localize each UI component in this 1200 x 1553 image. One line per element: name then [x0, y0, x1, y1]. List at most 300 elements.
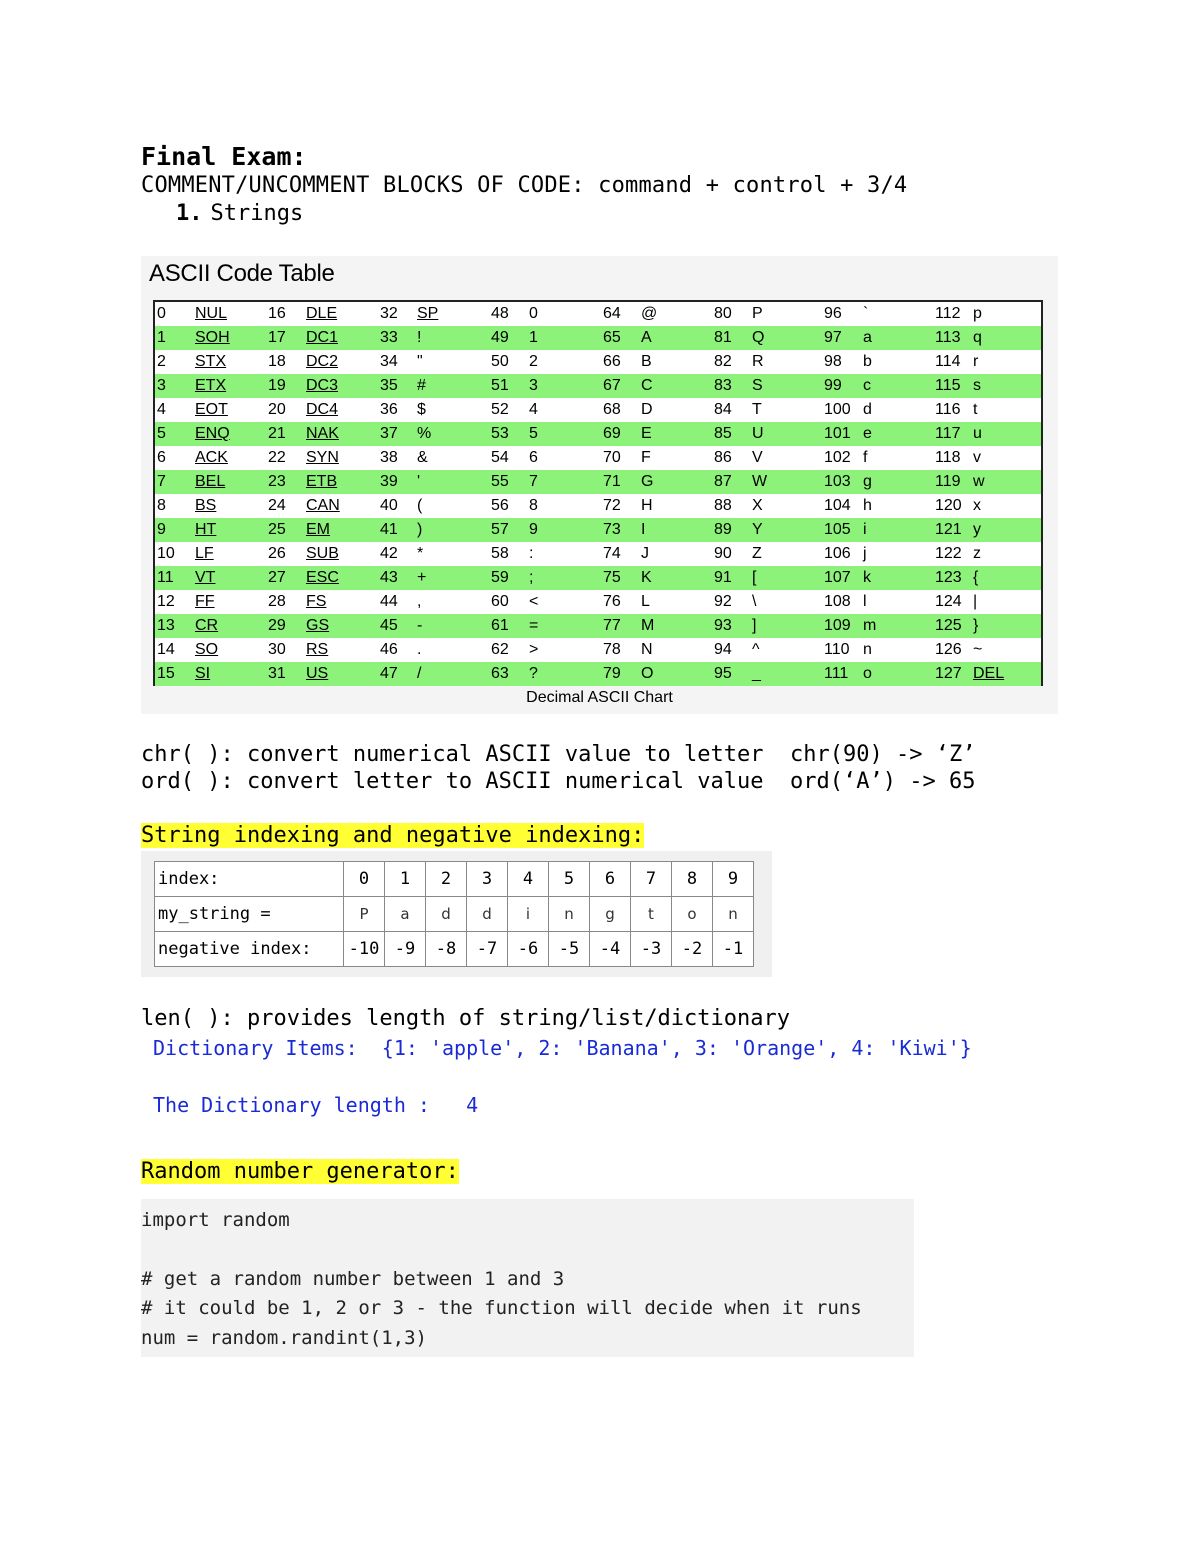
ascii-char: z — [973, 545, 981, 562]
negative-index-cell: -3 — [631, 932, 672, 967]
ascii-code: 17 — [268, 329, 286, 346]
ascii-code: 20 — [268, 401, 286, 418]
ascii-code: 7 — [157, 473, 166, 490]
ascii-code: 34 — [380, 353, 398, 370]
ascii-row — [155, 518, 1041, 542]
ascii-char: 5 — [529, 425, 538, 442]
ascii-char: + — [417, 569, 427, 586]
random-heading — [141, 1159, 459, 1184]
ascii-char: | — [973, 593, 978, 610]
negative-index-cell: -8 — [426, 932, 467, 967]
ascii-char: ~ — [973, 641, 983, 658]
ascii-char: w — [973, 473, 985, 490]
ascii-code: 60 — [491, 593, 509, 610]
ascii-char: - — [417, 617, 423, 634]
code-line: import random — [141, 1209, 290, 1231]
ascii-char: FF — [195, 593, 215, 610]
ascii-code: 91 — [714, 569, 732, 586]
ascii-code: 75 — [603, 569, 621, 586]
ascii-code: 38 — [380, 449, 398, 466]
ascii-char: a — [863, 329, 872, 346]
ascii-char: * — [417, 545, 424, 562]
ascii-code: 1 — [157, 329, 166, 346]
ascii-code: 111 — [824, 665, 849, 682]
ascii-code: 21 — [268, 425, 286, 442]
char-cell: g — [590, 897, 631, 932]
page-title: Final Exam: — [141, 142, 307, 171]
negative-index-cell: -9 — [385, 932, 426, 967]
ascii-row — [155, 470, 1041, 494]
ascii-char: ^ — [752, 641, 760, 658]
ascii-char: < — [529, 593, 539, 610]
ascii-code: 104 — [824, 497, 851, 514]
ascii-row — [155, 590, 1041, 614]
ascii-char: ACK — [195, 449, 228, 466]
ascii-char: ESC — [306, 569, 339, 586]
ascii-char: SUB — [306, 545, 339, 562]
ascii-code: 43 — [380, 569, 398, 586]
ascii-char: ? — [529, 665, 538, 682]
ascii-char: ! — [417, 329, 422, 346]
ascii-code: 50 — [491, 353, 509, 370]
ascii-code: 92 — [714, 593, 732, 610]
ascii-code: 117 — [935, 425, 961, 442]
ascii-char: % — [417, 425, 432, 442]
ascii-code: 72 — [603, 497, 621, 514]
ascii-code: 61 — [491, 617, 509, 634]
ascii-code: 10 — [157, 545, 175, 562]
ascii-code: 39 — [380, 473, 398, 490]
ascii-image-panel — [141, 256, 1058, 714]
ascii-row — [155, 302, 1041, 326]
ascii-code: 42 — [380, 545, 398, 562]
ascii-char: NUL — [195, 305, 228, 322]
ascii-char: @ — [641, 305, 658, 322]
ascii-code: 57 — [491, 521, 509, 538]
ascii-char: n — [863, 641, 872, 658]
ascii-row — [155, 446, 1041, 470]
ascii-code: 59 — [491, 569, 509, 586]
ascii-char: # — [417, 377, 426, 394]
negative-index-cell: -10 — [344, 932, 385, 967]
ascii-char: [ — [752, 569, 757, 586]
ascii-row — [155, 614, 1041, 638]
shortcut-note: COMMENT/UNCOMMENT BLOCKS OF CODE: command + control + 3/4 — [141, 173, 908, 198]
section-label: Strings — [210, 201, 304, 226]
ascii-code: 47 — [380, 665, 398, 682]
ascii-title: ASCII Code Table — [149, 260, 335, 287]
ascii-char: BEL — [195, 473, 226, 490]
ascii-char: RS — [306, 641, 329, 658]
ascii-code: 6 — [157, 449, 166, 466]
ascii-code: 97 — [824, 329, 842, 346]
dict-items-output: Dictionary Items: {1: 'apple', 2: 'Banana', 3: 'Orange', 4: 'Kiwi'} — [153, 1036, 972, 1060]
ascii-code: 93 — [714, 617, 732, 634]
ascii-code: 102 — [824, 449, 851, 466]
ascii-code: 49 — [491, 329, 509, 346]
ascii-code: 32 — [380, 305, 398, 322]
ascii-code: 19 — [268, 377, 286, 394]
ascii-code: 9 — [157, 521, 166, 538]
negative-row — [155, 932, 754, 967]
ascii-char: " — [417, 353, 423, 370]
ascii-code: 41 — [380, 521, 398, 538]
ascii-char: W — [752, 473, 768, 490]
ascii-code: 95 — [714, 665, 732, 682]
ascii-code: 103 — [824, 473, 851, 490]
negative-index-cell: -4 — [590, 932, 631, 967]
string-row — [155, 897, 754, 932]
ascii-char: CR — [195, 617, 219, 634]
index-cell: 7 — [631, 862, 672, 897]
ascii-code: 124 — [935, 593, 962, 610]
index-table — [154, 861, 754, 967]
ascii-code: 80 — [714, 305, 732, 322]
char-cell: n — [549, 897, 590, 932]
ascii-char: FS — [306, 593, 327, 610]
ascii-code: 87 — [714, 473, 732, 490]
ascii-char: / — [417, 665, 422, 682]
ascii-row — [155, 542, 1041, 566]
ascii-code: 98 — [824, 353, 842, 370]
ascii-code: 3 — [157, 377, 166, 394]
ascii-code: 71 — [603, 473, 621, 490]
ascii-char: 3 — [529, 377, 538, 394]
ascii-code: 55 — [491, 473, 509, 490]
char-cell: a — [385, 897, 426, 932]
ascii-char: { — [973, 569, 979, 586]
dict-length-output: The Dictionary length : 4 — [153, 1093, 479, 1117]
ascii-code: 14 — [157, 641, 175, 658]
ascii-char: 7 — [529, 473, 538, 490]
ascii-char: GS — [306, 617, 330, 634]
index-row — [155, 862, 754, 897]
index-cell: 6 — [590, 862, 631, 897]
ascii-code: 8 — [157, 497, 166, 514]
code-block — [141, 1199, 914, 1357]
ascii-char: X — [752, 497, 763, 514]
char-cell: d — [426, 897, 467, 932]
ascii-char: M — [641, 617, 655, 634]
ascii-code: 63 — [491, 665, 509, 682]
ascii-code: 100 — [824, 401, 851, 418]
ascii-code: 106 — [824, 545, 851, 562]
ascii-char: ( — [417, 497, 423, 514]
ascii-char: \ — [752, 593, 757, 610]
ascii-code: 37 — [380, 425, 398, 442]
ascii-char: s — [973, 377, 981, 394]
ascii-char: ETB — [306, 473, 338, 490]
ascii-char: f — [863, 449, 868, 466]
indexing-heading — [141, 823, 644, 848]
random-heading-text: Random number generator: — [141, 1159, 459, 1184]
ascii-code: 18 — [268, 353, 286, 370]
ascii-char: SP — [417, 305, 439, 322]
ascii-code: 15 — [157, 665, 175, 682]
ascii-char: x — [973, 497, 981, 514]
ascii-row — [155, 662, 1041, 686]
ascii-code: 33 — [380, 329, 398, 346]
code-line: # it could be 1, 2 or 3 - the function will decide when it runs — [141, 1297, 862, 1319]
ascii-code: 82 — [714, 353, 732, 370]
ascii-code: 0 — [157, 305, 166, 322]
ascii-char: J — [641, 545, 649, 562]
ascii-char: r — [973, 353, 979, 370]
ascii-code: 127 — [935, 665, 962, 682]
chr-description: chr( ): convert numerical ASCII value to letter chr(90) -> ‘Z’ — [141, 742, 976, 767]
ascii-code: 62 — [491, 641, 509, 658]
ascii-char: ENQ — [195, 425, 230, 442]
ascii-char: v — [973, 449, 981, 466]
ascii-char: d — [863, 401, 872, 418]
ascii-char: j — [863, 545, 867, 562]
ascii-char: DEL — [973, 665, 1005, 682]
ascii-code: 83 — [714, 377, 732, 394]
ascii-char: DC1 — [306, 329, 339, 346]
ascii-char: BS — [195, 497, 217, 514]
ascii-char: _ — [752, 665, 761, 682]
ascii-code: 108 — [824, 593, 851, 610]
ascii-code: 94 — [714, 641, 732, 658]
ascii-code: 69 — [603, 425, 621, 442]
ascii-char: & — [417, 449, 428, 466]
ascii-code: 58 — [491, 545, 509, 562]
ascii-char: u — [973, 425, 982, 442]
ascii-row — [155, 566, 1041, 590]
ascii-char: : — [529, 545, 534, 562]
ascii-code: 35 — [380, 377, 398, 394]
ascii-char: m — [863, 617, 877, 634]
ascii-char: LF — [195, 545, 214, 562]
ascii-code: 52 — [491, 401, 509, 418]
ascii-char: o — [863, 665, 872, 682]
ascii-char: S — [752, 377, 763, 394]
ascii-char: h — [863, 497, 872, 514]
ascii-code: 40 — [380, 497, 398, 514]
ascii-char: 6 — [529, 449, 538, 466]
ascii-code: 51 — [491, 377, 509, 394]
char-cell: t — [631, 897, 672, 932]
ascii-char: l — [863, 593, 867, 610]
negative-index-cell: -1 — [713, 932, 754, 967]
ascii-char: ' — [417, 473, 421, 490]
ascii-char: ; — [529, 569, 534, 586]
code-line: # get a random number between 1 and 3 — [141, 1268, 565, 1290]
ascii-char: DLE — [306, 305, 338, 322]
ascii-code: 70 — [603, 449, 621, 466]
ascii-char: . — [417, 641, 422, 658]
ascii-char: Q — [752, 329, 765, 346]
ascii-code: 44 — [380, 593, 398, 610]
ascii-char: EOT — [195, 401, 228, 418]
len-description: len( ): provides length of string/list/dictionary — [141, 1006, 791, 1031]
ascii-char: c — [863, 377, 871, 394]
ascii-char: ) — [417, 521, 423, 538]
ascii-code: 78 — [603, 641, 621, 658]
ascii-char: 8 — [529, 497, 538, 514]
ascii-char: > — [529, 641, 539, 658]
negative-label: negative index: — [155, 932, 344, 967]
ascii-char: VT — [195, 569, 216, 586]
ascii-code: 105 — [824, 521, 851, 538]
section-strings — [176, 201, 303, 226]
ascii-char: 9 — [529, 521, 538, 538]
ascii-code: 29 — [268, 617, 286, 634]
ascii-char: O — [641, 665, 654, 682]
code-line: num = random.randint(1,3) — [141, 1327, 427, 1349]
ascii-code: 36 — [380, 401, 398, 418]
ascii-code: 68 — [603, 401, 621, 418]
ascii-code: 81 — [714, 329, 732, 346]
ascii-code: 123 — [935, 569, 962, 586]
ascii-row — [155, 494, 1041, 518]
ascii-code: 48 — [491, 305, 509, 322]
ascii-char: A — [641, 329, 652, 346]
ascii-char: E — [641, 425, 652, 442]
ascii-char: , — [417, 593, 422, 610]
ascii-char: ` — [863, 305, 869, 322]
ascii-char: 0 — [529, 305, 538, 322]
ascii-char: L — [641, 593, 650, 610]
section-number: 1. — [176, 201, 203, 226]
ascii-code: 56 — [491, 497, 509, 514]
ascii-char: T — [752, 401, 762, 418]
index-cell: 9 — [713, 862, 754, 897]
ascii-char: R — [752, 353, 764, 370]
ascii-table — [153, 300, 1043, 686]
ascii-code: 66 — [603, 353, 621, 370]
index-cell: 0 — [344, 862, 385, 897]
char-cell: P — [344, 897, 385, 932]
ascii-code: 30 — [268, 641, 286, 658]
ascii-code: 99 — [824, 377, 842, 394]
ascii-char: I — [641, 521, 646, 538]
ascii-char: } — [973, 617, 979, 634]
ascii-char: p — [973, 305, 982, 322]
negative-index-cell: -2 — [672, 932, 713, 967]
ascii-code: 28 — [268, 593, 286, 610]
ascii-code: 24 — [268, 497, 286, 514]
ascii-char: ] — [752, 617, 757, 634]
ascii-char: b — [863, 353, 872, 370]
ascii-code: 27 — [268, 569, 286, 586]
ascii-char: 4 — [529, 401, 538, 418]
ascii-char: k — [863, 569, 871, 586]
ascii-code: 115 — [935, 377, 961, 394]
ascii-code: 25 — [268, 521, 286, 538]
ascii-code: 2 — [157, 353, 166, 370]
ascii-row — [155, 374, 1041, 398]
char-cell: o — [672, 897, 713, 932]
ascii-char: N — [641, 641, 653, 658]
ascii-code: 109 — [824, 617, 851, 634]
ascii-code: 112 — [935, 305, 961, 322]
index-label: index: — [155, 862, 344, 897]
index-cell: 1 — [385, 862, 426, 897]
ascii-char: EM — [306, 521, 330, 538]
ascii-code: 23 — [268, 473, 286, 490]
ascii-code: 86 — [714, 449, 732, 466]
ascii-code: 16 — [268, 305, 286, 322]
ascii-char: q — [973, 329, 982, 346]
ascii-code: 5 — [157, 425, 166, 442]
char-cell: n — [713, 897, 754, 932]
negative-index-cell: -5 — [549, 932, 590, 967]
index-image-panel — [141, 851, 772, 977]
ascii-row — [155, 350, 1041, 374]
ascii-code: 79 — [603, 665, 621, 682]
string-label: my_string = — [155, 897, 344, 932]
ascii-code: 90 — [714, 545, 732, 562]
ascii-char: F — [641, 449, 651, 466]
ascii-row — [155, 638, 1041, 662]
ascii-char: G — [641, 473, 654, 490]
ascii-row — [155, 422, 1041, 446]
ascii-code: 54 — [491, 449, 509, 466]
ascii-code: 84 — [714, 401, 732, 418]
ascii-char: = — [529, 617, 539, 634]
ascii-char: V — [752, 449, 763, 466]
ascii-char: DC2 — [306, 353, 339, 370]
ascii-char: H — [641, 497, 653, 514]
ascii-code: 26 — [268, 545, 286, 562]
ascii-code: 22 — [268, 449, 286, 466]
char-cell: i — [508, 897, 549, 932]
ascii-code: 88 — [714, 497, 732, 514]
ascii-code: 45 — [380, 617, 398, 634]
index-cell: 2 — [426, 862, 467, 897]
ascii-char: 1 — [529, 329, 538, 346]
ascii-code: 76 — [603, 593, 621, 610]
index-cell: 5 — [549, 862, 590, 897]
ascii-char: NAK — [306, 425, 339, 442]
negative-index-cell: -7 — [467, 932, 508, 967]
ascii-code: 116 — [935, 401, 961, 418]
ascii-char: US — [306, 665, 329, 682]
negative-index-cell: -6 — [508, 932, 549, 967]
ascii-code: 11 — [157, 569, 174, 586]
ascii-code: 85 — [714, 425, 732, 442]
ascii-char: y — [973, 521, 981, 538]
ascii-char: Y — [752, 521, 763, 538]
ord-description: ord( ): convert letter to ASCII numerical value ord(‘A’) -> 65 — [141, 769, 976, 794]
ascii-code: 4 — [157, 401, 166, 418]
ascii-code: 110 — [824, 641, 850, 658]
ascii-code: 107 — [824, 569, 851, 586]
ascii-char: t — [973, 401, 978, 418]
ascii-row — [155, 398, 1041, 422]
ascii-code: 13 — [157, 617, 175, 634]
ascii-code: 114 — [935, 353, 961, 370]
ascii-char: 2 — [529, 353, 538, 370]
ascii-code: 74 — [603, 545, 621, 562]
ascii-code: 77 — [603, 617, 621, 634]
ascii-char: DC4 — [306, 401, 339, 418]
ascii-code: 65 — [603, 329, 621, 346]
ascii-char: i — [863, 521, 867, 538]
ascii-char: SI — [195, 665, 211, 682]
ascii-char: U — [752, 425, 764, 442]
ascii-code: 73 — [603, 521, 621, 538]
ascii-char: D — [641, 401, 653, 418]
ascii-char: C — [641, 377, 653, 394]
ascii-code: 64 — [603, 305, 621, 322]
ascii-code: 12 — [157, 593, 175, 610]
ascii-char: Z — [752, 545, 762, 562]
ascii-code: 113 — [935, 329, 961, 346]
ascii-char: SOH — [195, 329, 230, 346]
ascii-code: 125 — [935, 617, 962, 634]
